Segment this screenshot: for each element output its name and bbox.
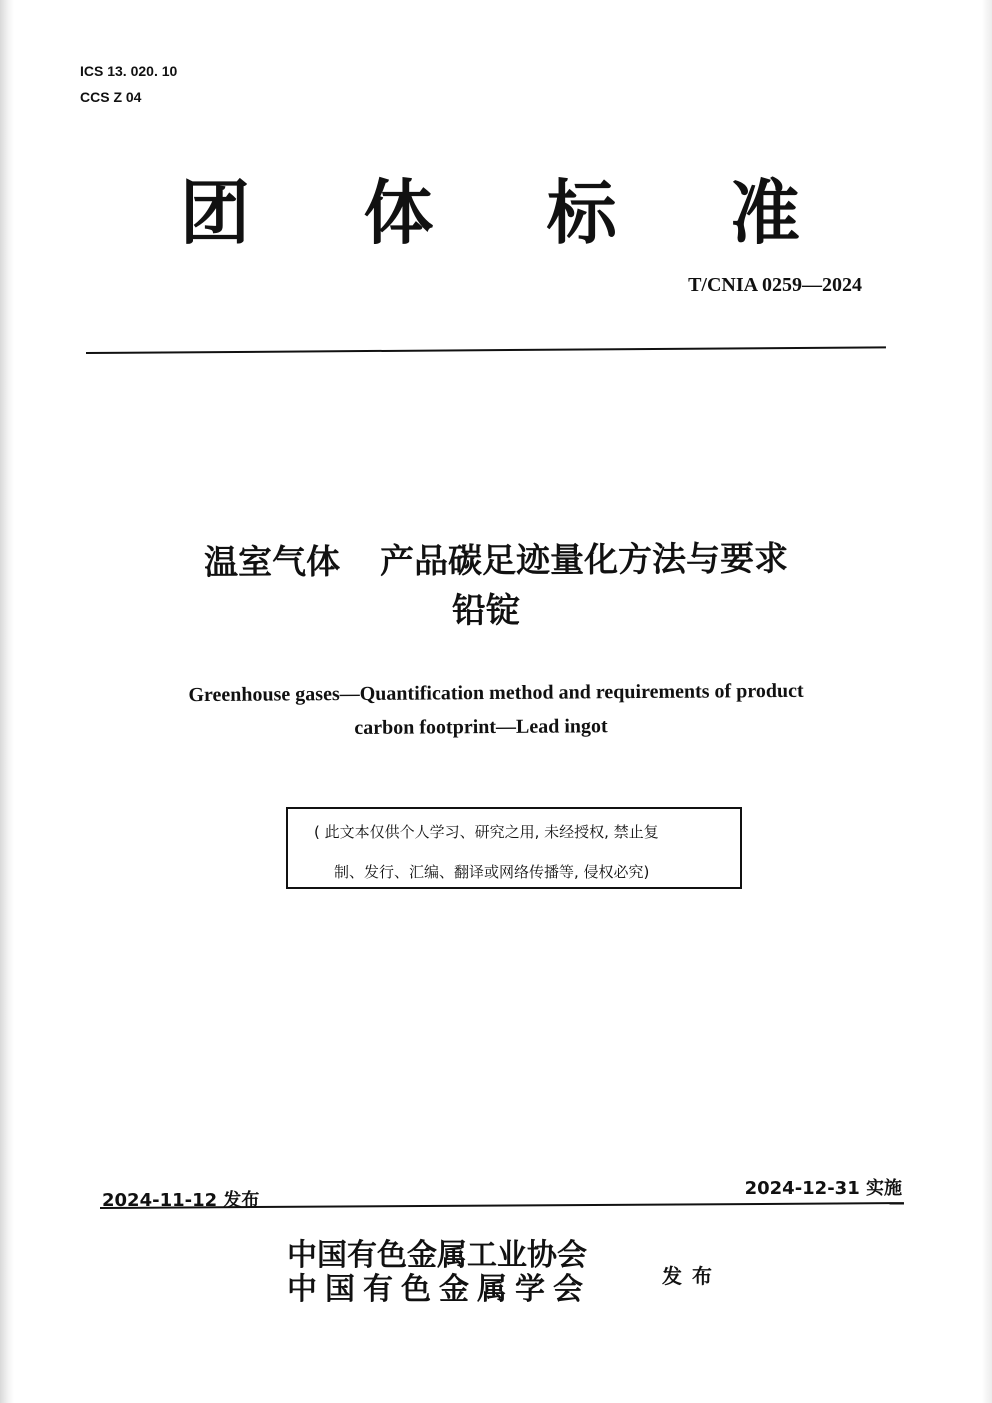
chinese-title xyxy=(0,536,992,636)
chinese-title-part1: 温室气体 xyxy=(203,542,341,584)
standard-type-char: 标 xyxy=(546,172,617,254)
issue-date: 2024-11-12 发布 xyxy=(102,1190,260,1211)
top-divider xyxy=(86,346,886,354)
english-title-line2: carbon footprint—Lead ingot xyxy=(354,715,608,739)
publish-label: 发布 xyxy=(662,1264,722,1288)
ccs-code: CCS Z 04 xyxy=(80,89,142,105)
publisher-org-1: 中国有色金属工业协会 xyxy=(287,1238,587,1273)
standard-type-char: 体 xyxy=(363,172,434,254)
chinese-title-line1 xyxy=(0,533,992,590)
ics-code: ICS 13. 020. 10 xyxy=(80,63,178,79)
english-title xyxy=(0,676,992,744)
notice-line2: 制、发行、汇编、翻译或网络传播等, 侵权必究) xyxy=(334,863,650,881)
standard-number: T/CNIA 0259—2024 xyxy=(688,274,862,296)
copyright-notice-box xyxy=(286,807,742,889)
standard-type-char: 准 xyxy=(729,172,800,254)
english-title-line1: Greenhouse gases—Quantification method and requirements of product xyxy=(188,679,804,707)
chinese-title-line2: 铅锭 xyxy=(452,591,520,631)
publisher-org-2: 中国有色金属学会 xyxy=(287,1272,591,1307)
chinese-title-part2: 产品碳足迹量化方法与要求 xyxy=(379,538,789,582)
standard-type-heading xyxy=(180,168,800,258)
publisher-organizations xyxy=(287,1239,591,1307)
implementation-date: 2024-12-31 实施 xyxy=(744,1178,902,1199)
standard-type-char: 团 xyxy=(180,172,250,254)
classification-codes xyxy=(80,58,177,110)
notice-line1: ( 此文本仅供个人学习、研究之用, 未经授权, 禁止复 xyxy=(314,823,659,841)
